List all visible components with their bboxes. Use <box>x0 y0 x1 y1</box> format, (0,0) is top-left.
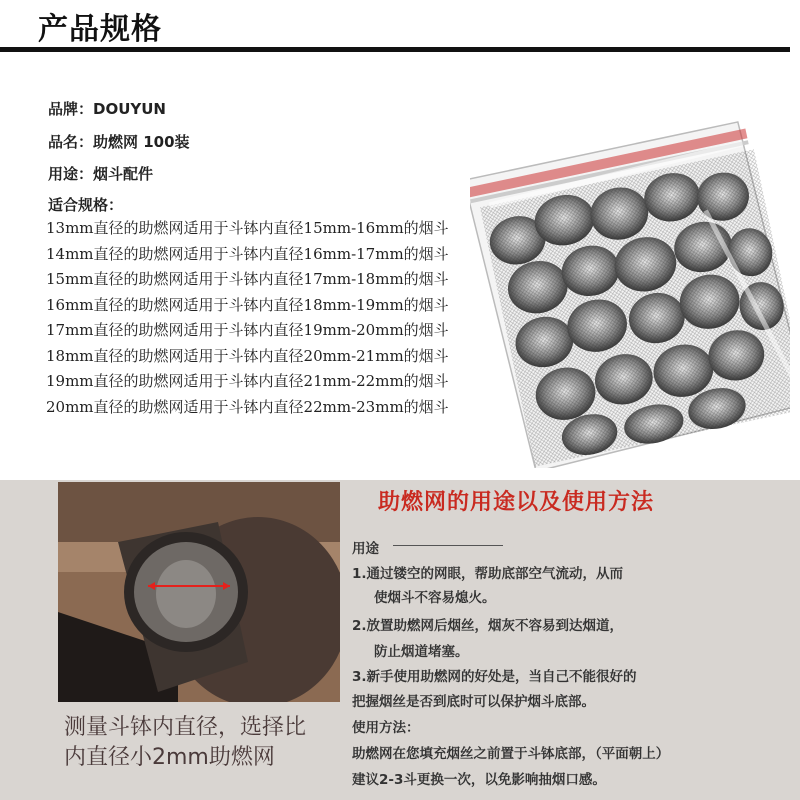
method-label: 使用方法： <box>352 720 420 736</box>
method-line-1: 助燃网在您填充烟丝之前置于斗钵底部，（平面朝上） <box>352 746 670 762</box>
title-divider <box>0 47 790 52</box>
pipe-bowl-photo <box>58 482 340 702</box>
fit-item: 18mm直径的助燃网适用于斗钵内直径20mm-21mm的烟斗 <box>46 346 449 365</box>
photo-caption-line2: 内直径小2mm助燃网 <box>64 745 275 770</box>
fit-item: 17mm直径的助燃网适用于斗钵内直径19mm-20mm的烟斗 <box>46 321 449 339</box>
fit-item: 20mm直径的助燃网适用于斗钵内直径22mm-23mm的烟斗 <box>46 397 449 416</box>
fit-item: 16mm直径的助燃网适用于斗钵内直径18mm-19mm的烟斗 <box>46 295 449 314</box>
fit-item: 13mm直径的助燃网适用于斗钵内直径15mm-16mm的烟斗 <box>46 219 449 237</box>
howto-title: 助燃网的用途以及使用方法 <box>378 490 655 515</box>
usage-label: 用途 <box>352 541 379 557</box>
photo-caption-line1: 测量斗钵内直径，选择比 <box>64 715 307 740</box>
product-bag-image <box>470 108 790 468</box>
fit-item: 19mm直径的助燃网适用于斗钵内直径21mm-22mm的烟斗 <box>46 372 449 390</box>
spec-fit-label: 适合规格： <box>48 196 124 214</box>
usage-point-1: 1.通过镂空的网眼，帮助底部空气流动，从而 <box>352 566 624 582</box>
usage-point-2: 2.放置助燃网后烟丝，烟灰不容易到达烟道， <box>352 618 624 634</box>
usage-point-3-cont: 把握烟丝是否到底时可以保护烟斗底部。 <box>352 694 595 710</box>
spec-brand: 品牌：DOUYUN <box>48 100 166 118</box>
fit-item: 15mm直径的助燃网适用于斗钵内直径17mm-18mm的烟斗 <box>46 270 449 288</box>
usage-label-divider <box>393 545 503 546</box>
method-line-2: 建议2-3斗更换一次，以免影响抽烟口感。 <box>352 772 606 788</box>
spec-name: 品名：助燃网 100装 <box>48 133 190 151</box>
spec-usage: 用途：烟斗配件 <box>48 165 154 183</box>
usage-point-2-cont: 防止烟道堵塞。 <box>374 644 469 660</box>
page-title: 产品规格 <box>38 12 162 47</box>
usage-point-1-cont: 使烟斗不容易熄火。 <box>374 590 496 606</box>
usage-point-3: 3.新手使用助燃网的好处是，当自己不能很好的 <box>352 669 637 685</box>
fit-item: 14mm直径的助燃网适用于斗钵内直径16mm-17mm的烟斗 <box>46 244 449 263</box>
fit-list <box>46 216 449 420</box>
